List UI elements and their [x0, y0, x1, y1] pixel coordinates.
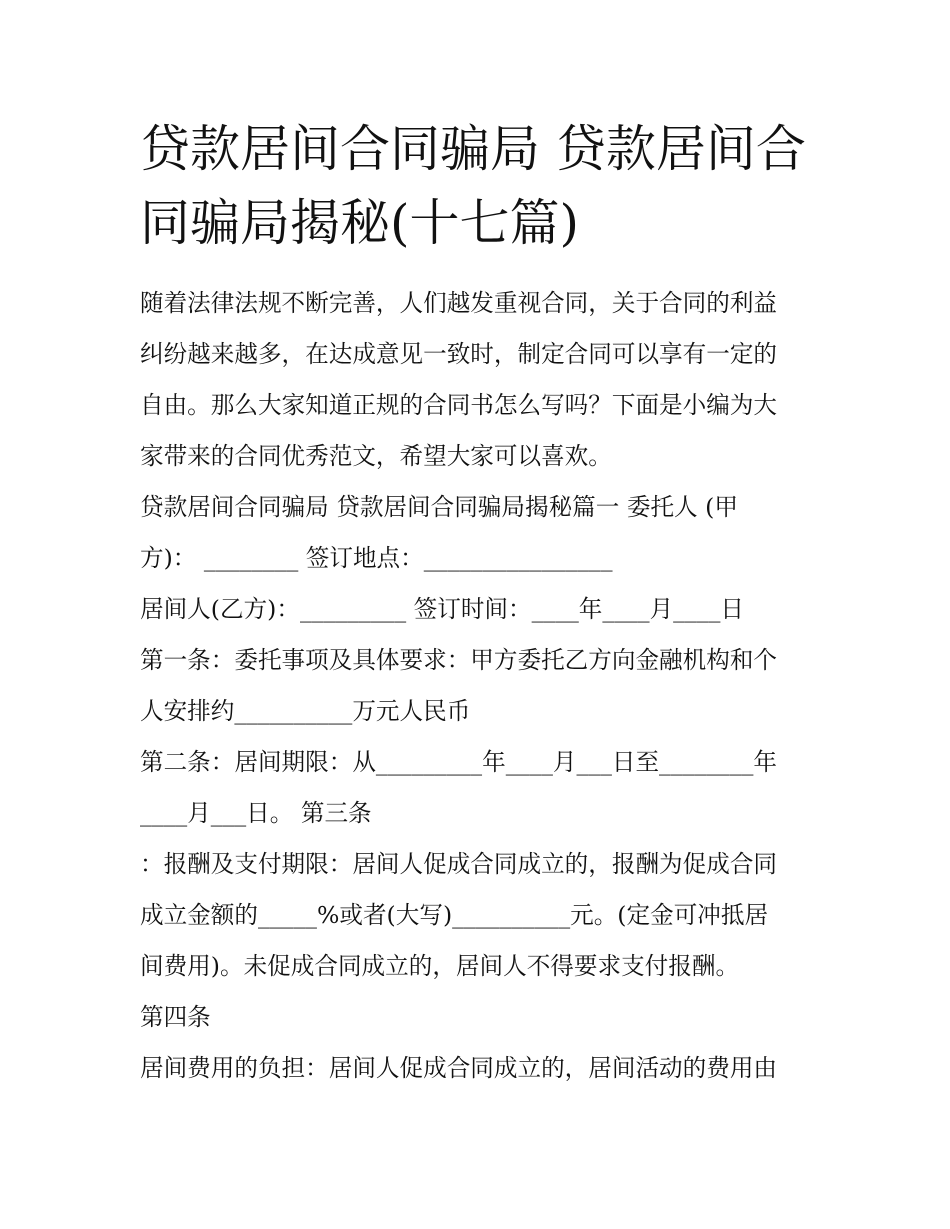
intro-line: 纠纷越来越多，在达成意见一致时，制定合同可以享有一定的: [140, 340, 778, 368]
document-title: [140, 112, 820, 260]
article-two-line: ____月___日。 第三条: [140, 799, 372, 827]
article-four-line: 居间费用的负担：居间人促成合同成立的，居间活动的费用由: [140, 1054, 778, 1082]
intro-line: 自由。那么大家知道正规的合同书怎么写吗？下面是小编为大: [140, 391, 778, 419]
article-three-line: 成立金额的_____%或者(大写)__________元。(定金可冲抵居: [140, 901, 769, 929]
intro-line: 随着法律法规不断完善，人们越发重视合同，关于合同的利益: [140, 289, 778, 317]
contract-heading-line: 贷款居间合同骗局 贷款居间合同骗局揭秘篇一 委托人 (甲: [140, 493, 738, 521]
article-four-heading: 第四条: [140, 1003, 211, 1031]
title-line: 同骗局揭秘(十七篇): [140, 194, 580, 252]
article-one-line: 人安排约__________万元人民币: [140, 697, 471, 725]
title-line: 贷款居间合同骗局 贷款居间合: [140, 120, 806, 178]
intro-line: 家带来的合同优秀范文，希望大家可以喜欢。: [140, 442, 612, 470]
article-three-line: 间费用)。未促成合同成立的，居间人不得要求支付报酬。: [140, 952, 740, 980]
article-three-line: ：报酬及支付期限：居间人促成合同成立的，报酬为促成合同: [140, 850, 778, 878]
party-b-line: 居间人(乙方)：_________ 签订时间：____年____月____日: [140, 595, 744, 623]
article-one-line: 第一条：委托事项及具体要求：甲方委托乙方向金融机构和个: [140, 646, 778, 674]
article-two-line: 第二条：居间期限：从_________年____月___日至________年: [140, 748, 778, 776]
party-a-line: 方)： ________ 签订地点：________________: [140, 544, 613, 572]
document-body: [140, 278, 820, 1094]
